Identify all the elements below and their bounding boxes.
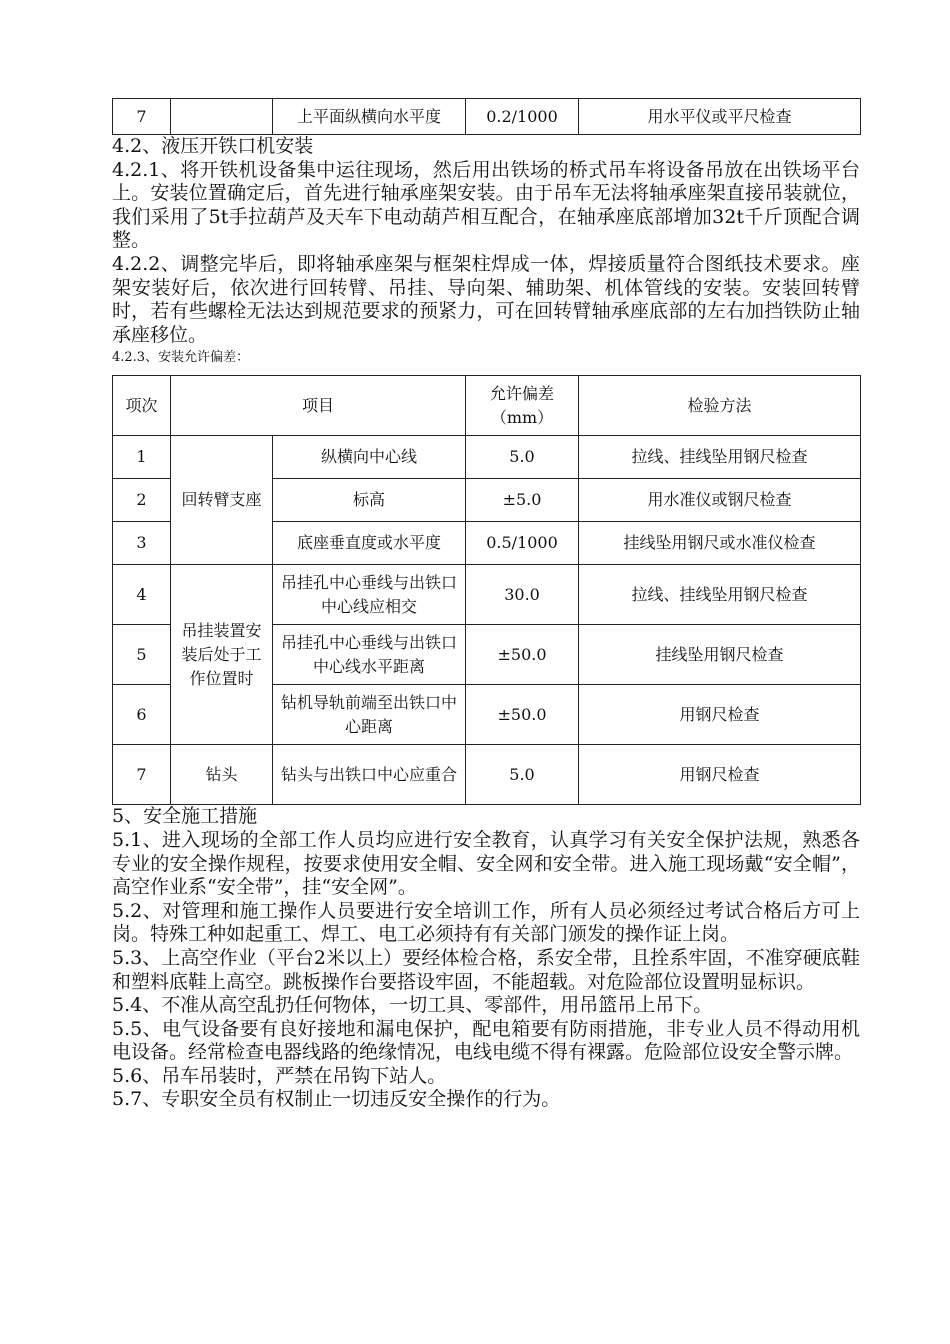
row-method: 用钢尺检查 <box>579 685 861 745</box>
row-tolerance: 30.0 <box>466 565 579 625</box>
row-group <box>171 99 273 135</box>
row-method: 挂线坠用钢尺或水准仪检查 <box>579 522 861 565</box>
row-no: 6 <box>113 685 171 745</box>
previous-table-tail <box>112 98 861 135</box>
paragraph-4-2-1: 4.2.1、将开铁机设备集中运往现场，然后用出铁场的桥式吊车将设备吊放在出铁场平台上。安装位置确定后，首先进行轴承座架安装。由于吊车无法将轴承座架直接吊装就位，我们采用了5t手拉葫芦及天车下电动葫芦相互配合，在轴承座底部增加32t千斤顶配合调整。 <box>112 158 860 252</box>
section-heading-4-2: 4.2、液压开铁口机安装 <box>112 135 314 157</box>
group-cell: 回转臂支座 <box>171 436 273 565</box>
row-method: 用钢尺检查 <box>579 745 861 805</box>
row-no: 3 <box>113 522 171 565</box>
row-method: 用水准仪或钢尺检查 <box>579 479 861 522</box>
group-cell: 钻头 <box>171 745 273 805</box>
row-no: 5 <box>113 625 171 685</box>
section-heading-5: 5、安全施工措施 <box>112 805 258 828</box>
row-no: 1 <box>113 436 171 479</box>
paragraph-4-2-3: 4.2.3、安装允许偏差： <box>112 350 250 366</box>
row-method: 拉线、挂线坠用钢尺检查 <box>579 436 861 479</box>
row-item: 上平面纵横向水平度 <box>273 99 466 135</box>
document-page <box>112 0 860 1112</box>
row-no: 7 <box>113 99 171 135</box>
header-method: 检验方法 <box>579 376 861 436</box>
row-item: 标高 <box>273 479 466 522</box>
paragraph-5-3: 5.3、上高空作业（平台2米以上）要经体检合格，系安全带，且拴系牢固，不准穿硬底鞋和塑料底鞋上高空。跳板操作台要搭设牢固，不能超载。对危险部位设置明显标识。 <box>112 946 860 993</box>
row-method: 拉线、挂线坠用钢尺检查 <box>579 565 861 625</box>
row-method: 用水平仪或平尺检查 <box>579 99 861 135</box>
row-tolerance: 0.5/1000 <box>466 522 579 565</box>
paragraph-5-5: 5.5、电气设备要有良好接地和漏电保护，配电箱要有防雨措施，非专业人员不得动用机电设备。经常检查电器线路的绝缘情况，电线电缆不得有裸露。危险部位设安全警示牌。 <box>112 1017 860 1064</box>
row-no: 7 <box>113 745 171 805</box>
table-header-row <box>113 376 861 436</box>
paragraph-5-7: 5.7、专职安全员有权制止一切违反安全操作的行为。 <box>112 1088 561 1111</box>
header-item: 项目 <box>171 376 466 436</box>
header-tolerance-line1: 允许偏差 <box>490 383 555 403</box>
table-row <box>113 436 861 479</box>
row-tolerance: ±5.0 <box>466 479 579 522</box>
paragraph-4-2-2: 4.2.2、调整完毕后，即将轴承座架与框架柱焊成一体，焊接质量符合图纸技术要求。座架安装好后，依次进行回转臂、吊挂、导向架、辅助架、机体管线的安装。安装回转臂时，若有些螺栓无法达到规范要求的预紧力，可在回转臂轴承座底部的左右加挡铁防止轴承座移位。 <box>112 252 860 346</box>
row-tolerance: 0.2/1000 <box>466 99 579 135</box>
header-tolerance-line2: （mm） <box>490 407 554 427</box>
row-method: 挂线坠用钢尺检查 <box>579 625 861 685</box>
group-cell: 吊挂装置安装后处于工作位置时 <box>171 565 273 745</box>
row-no: 4 <box>113 565 171 625</box>
paragraph-5-6: 5.6、吊车吊装时，严禁在吊钩下站人。 <box>112 1064 447 1087</box>
row-item: 纵横向中心线 <box>273 436 466 479</box>
row-tolerance: 5.0 <box>466 436 579 479</box>
header-no: 项次 <box>113 376 171 436</box>
paragraph-5-2: 5.2、对管理和施工操作人员要进行安全培训工作，所有人员必须经过考试合格后方可上岗。特殊工种如起重工、焊工、电工必须持有有关部门颁发的操作证上岗。 <box>112 899 860 946</box>
tolerance-table <box>112 375 861 805</box>
table-row <box>113 745 861 805</box>
row-tolerance: 5.0 <box>466 745 579 805</box>
row-item: 吊挂孔中心垂线与出铁口中心线应相交 <box>273 565 466 625</box>
table-row <box>113 565 861 625</box>
row-item: 吊挂孔中心垂线与出铁口中心线水平距离 <box>273 625 466 685</box>
row-item: 钻机导轨前端至出铁口中心距离 <box>273 685 466 745</box>
header-tolerance <box>466 376 579 436</box>
paragraph-5-4: 5.4、不准从高空乱扔任何物体，一切工具、零部件，用吊篮吊上吊下。 <box>112 994 713 1017</box>
table-row <box>113 99 861 135</box>
row-item: 底座垂直度或水平度 <box>273 522 466 565</box>
row-no: 2 <box>113 479 171 522</box>
row-tolerance: ±50.0 <box>466 625 579 685</box>
row-tolerance: ±50.0 <box>466 685 579 745</box>
row-item: 钻头与出铁口中心应重合 <box>273 745 466 805</box>
paragraph-5-1: 5.1、进入现场的全部工作人员均应进行安全教育，认真学习有关安全保护法规，熟悉各专业的安全操作规程，按要求使用安全帽、安全网和安全带。进入施工现场戴“安全帽”，高空作业系“安全带”，挂“安全网”。 <box>112 828 860 899</box>
